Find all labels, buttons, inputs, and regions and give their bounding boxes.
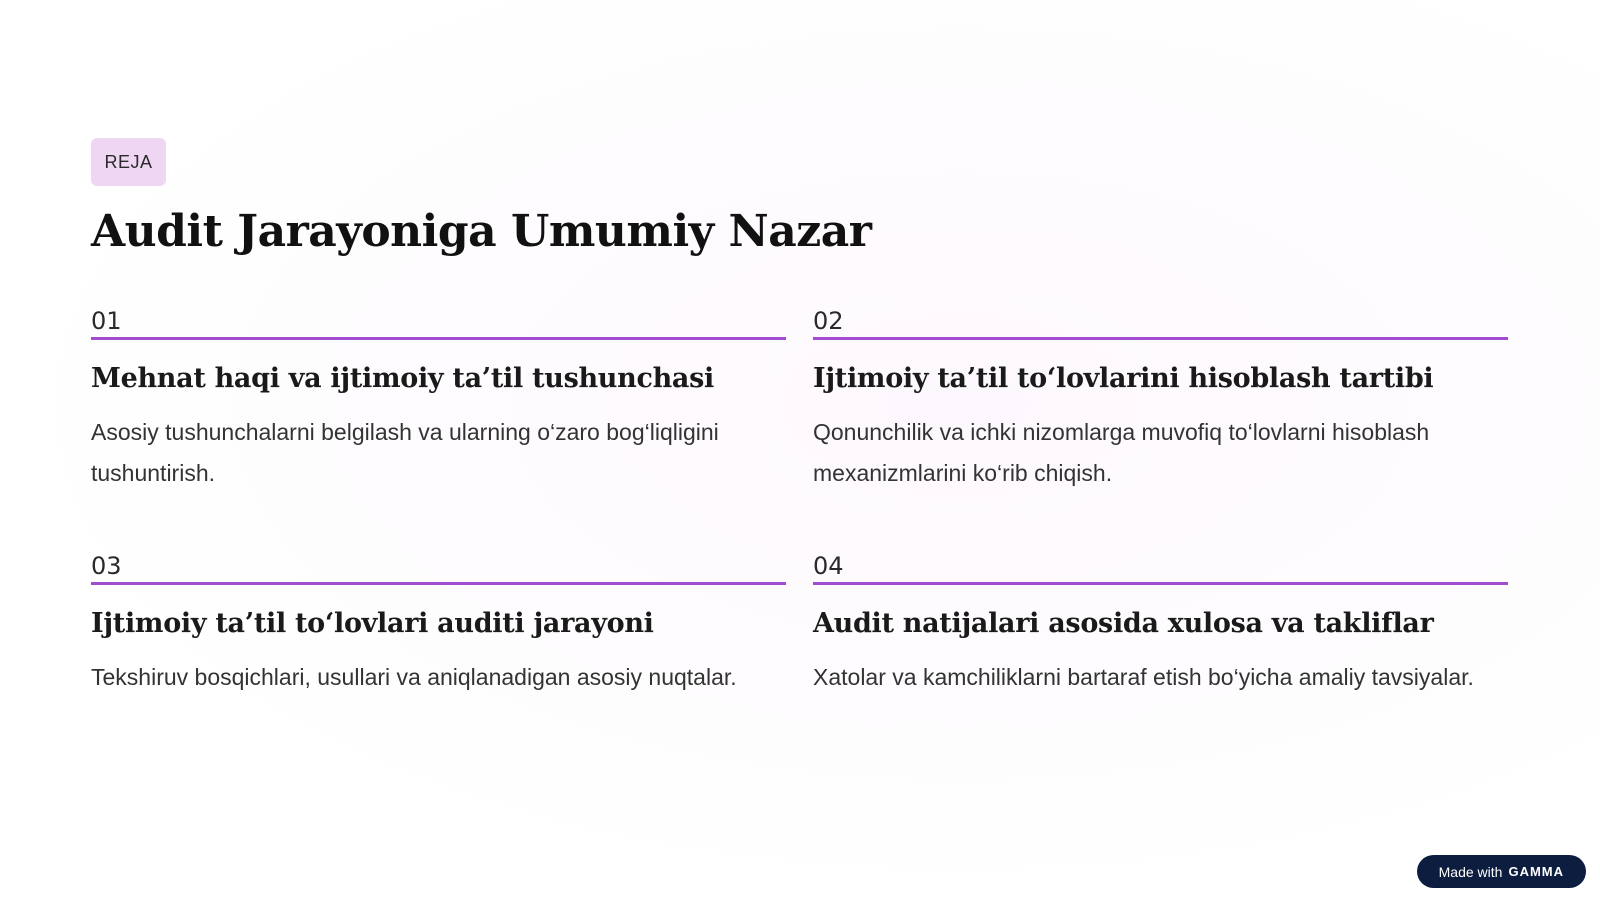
agenda-item-1 bbox=[91, 307, 786, 494]
page-title: Audit Jarayoniga Umumiy Nazar bbox=[91, 206, 872, 257]
agenda-item-number: 04 bbox=[813, 552, 1508, 585]
agenda-item-3 bbox=[91, 552, 786, 698]
agenda-item-description: Asosiy tushunchalarni belgilash va ularning o‘zaro bog‘liqligini tushuntirish. bbox=[91, 419, 719, 486]
agenda-item-number: 02 bbox=[813, 307, 1508, 340]
agenda-item-description: Qonunchilik va ichki nizomlarga muvofiq to‘lovlarni hisoblash mexanizmlarini ko‘rib chiqish. bbox=[813, 419, 1430, 486]
agenda-item-heading: Ijtimoiy ta’til to‘lovlarini hisoblash tartibi bbox=[813, 363, 1434, 394]
agenda-item-heading: Mehnat haqi va ijtimoiy ta’til tushunchasi bbox=[91, 363, 714, 394]
made-with-gamma-badge[interactable] bbox=[1417, 855, 1586, 888]
agenda-item-2 bbox=[813, 307, 1508, 494]
agenda-item-heading: Ijtimoiy ta’til to‘lovlari auditi jarayoni bbox=[91, 608, 654, 639]
agenda-item-description: Xatolar va kamchiliklarni bartaraf etish bo‘yicha amaliy tavsiyalar. bbox=[813, 664, 1474, 690]
agenda-item-4 bbox=[813, 552, 1508, 698]
badge-prefix: Made with bbox=[1438, 863, 1503, 880]
agenda-item-description: Tekshiruv bosqichlari, usullari va aniqlanadigan asosiy nuqtalar. bbox=[91, 664, 737, 690]
gamma-logo: GAMMA bbox=[1508, 864, 1564, 879]
agenda-item-number: 03 bbox=[91, 552, 786, 585]
agenda-item-number: 01 bbox=[91, 307, 786, 340]
agenda-item-heading: Audit natijalari asosida xulosa va takliflar bbox=[813, 608, 1434, 639]
section-tag: REJA bbox=[91, 138, 166, 186]
